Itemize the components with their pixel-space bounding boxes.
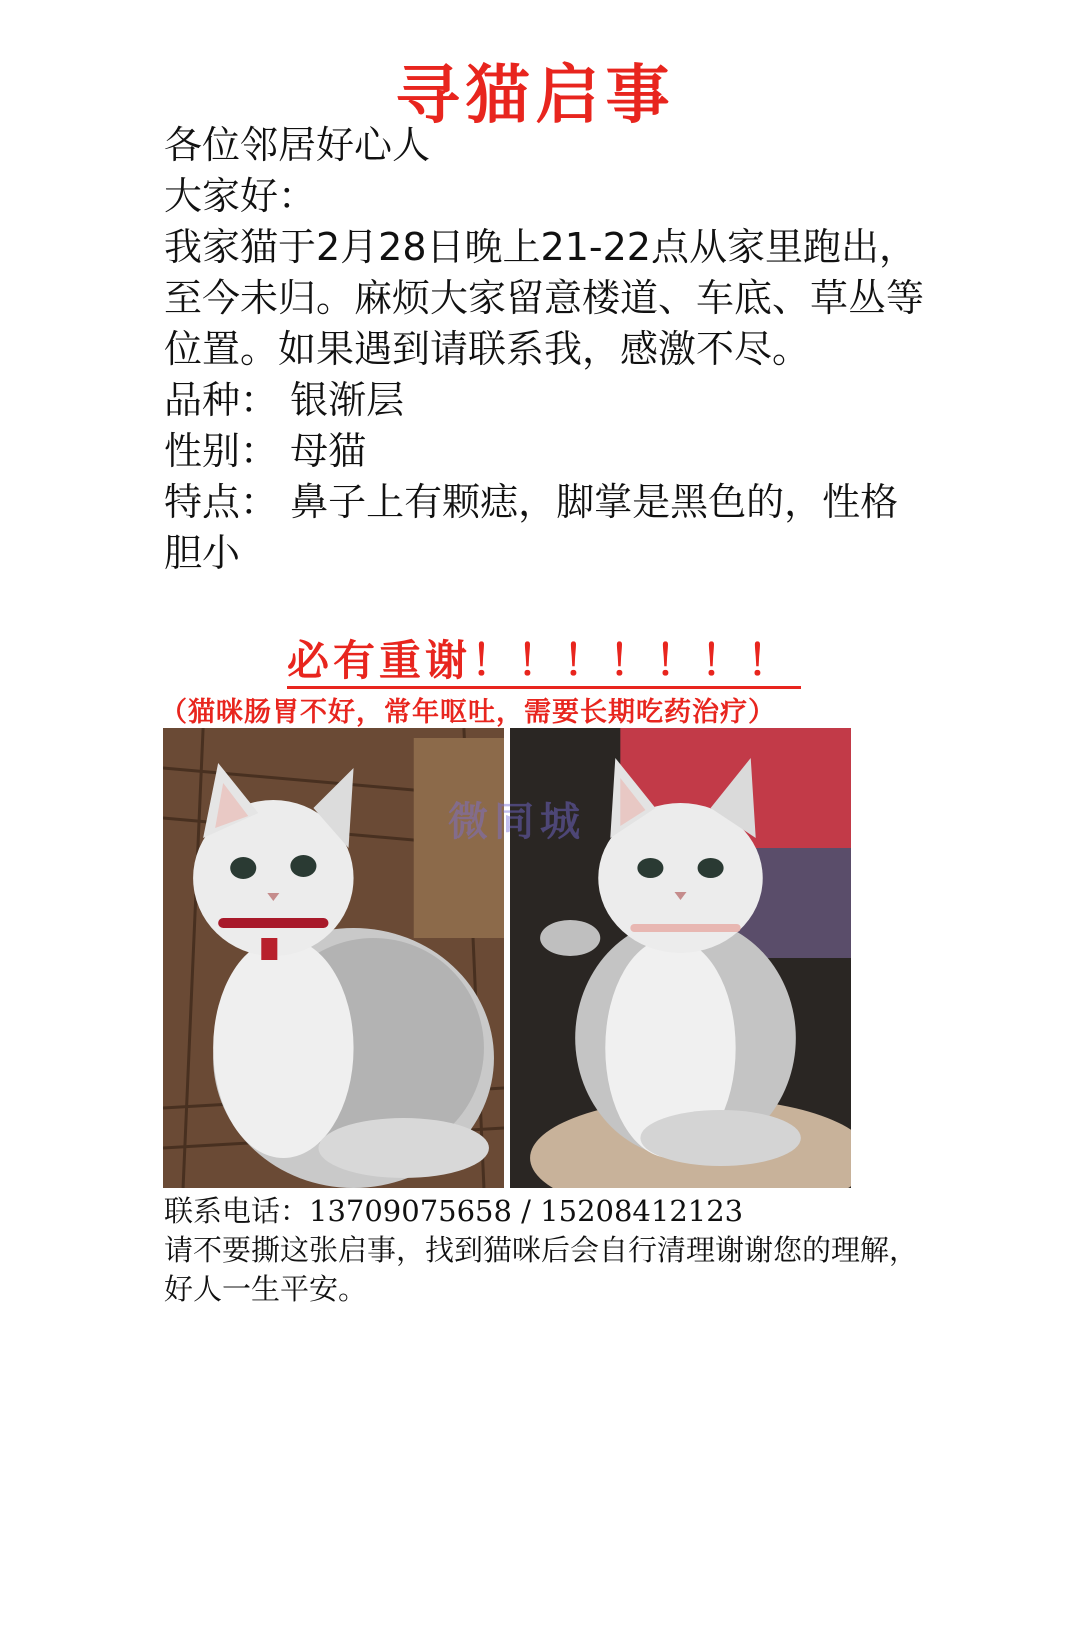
features-line: 特点： 鼻子上有颗痣，脚掌是黑色的，性格胆小 [164,480,899,575]
health-note: （猫咪肠胃不好，常年呕吐，需要长期吃药治疗） [160,697,776,728]
breed-line: 品种： 银渐层 [164,378,405,422]
poster-title: 寻猫启事 [395,59,676,133]
watermark-text: 微同城 [448,799,586,845]
contact-phone: 联系电话：13709075658 / 15208412123 [164,1194,744,1228]
gender-line: 性别： 母猫 [164,429,367,473]
greeting-line-2: 大家好： [164,174,317,218]
poster-body [164,120,924,579]
reward-text: 必有重谢！！！！！！！ [287,636,801,689]
story-paragraph: 我家猫于2月28日晚上21-22点从家里跑出，至今未归。麻烦大家留意楼道、车底、草丛等位置。如果遇到请联系我，感激不尽。 [164,225,925,371]
contact-block [164,1192,924,1309]
greeting-line-1: 各位邻居好心人 [164,123,431,167]
request-line: 请不要撕这张启事，找到猫咪后会自行清理谢谢您的理解，好人一生平安。 [164,1233,919,1306]
